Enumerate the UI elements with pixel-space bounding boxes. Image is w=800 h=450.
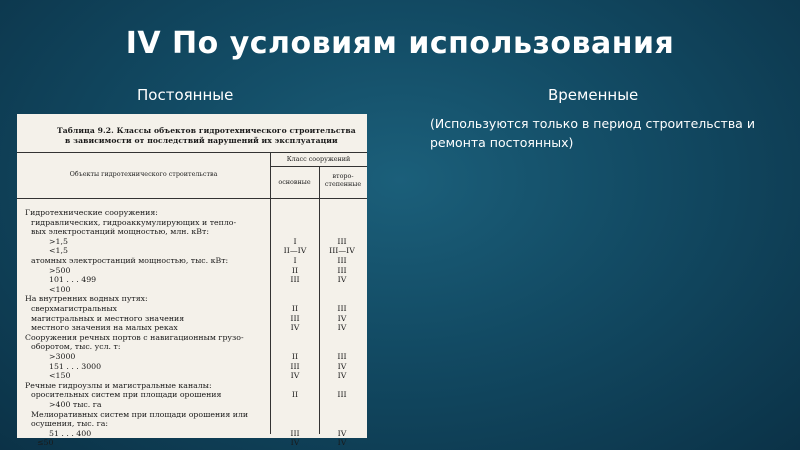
table-row bbox=[17, 227, 367, 237]
main-class-value: III bbox=[290, 275, 300, 285]
secondary-class-value: IV bbox=[337, 275, 347, 285]
table-row bbox=[17, 285, 367, 295]
row-label: Мелиоративных систем при площади орошения или bbox=[31, 409, 249, 419]
table-row bbox=[17, 429, 367, 439]
row-label: <1,5 bbox=[49, 246, 68, 256]
table-row bbox=[17, 362, 367, 372]
row-label: >1,5 bbox=[49, 236, 68, 246]
row-label: >3000 bbox=[49, 352, 76, 361]
main-class-value: II bbox=[291, 390, 299, 400]
temporary-heading: Временные bbox=[548, 86, 639, 104]
row-label: магистральных и местного значения bbox=[31, 313, 185, 323]
main-class-value: III bbox=[290, 313, 300, 323]
row-label: >500 bbox=[49, 265, 71, 275]
row-label: 101 . . . 499 bbox=[49, 275, 97, 285]
col-class-header: Класс сооружений bbox=[286, 155, 351, 163]
row-label: местного значения на малых реках bbox=[31, 323, 178, 333]
secondary-class-value: IV bbox=[337, 371, 347, 381]
table-row bbox=[17, 323, 367, 333]
secondary-class-value: III bbox=[337, 236, 347, 246]
col-main-header: основные bbox=[278, 178, 311, 186]
table-row bbox=[17, 294, 367, 304]
main-class-value: III bbox=[290, 428, 300, 438]
table-row bbox=[17, 314, 367, 324]
row-label: На внутренних водных путях: bbox=[25, 294, 148, 304]
main-class-value: III bbox=[290, 361, 300, 371]
table-row bbox=[17, 381, 367, 391]
permanent-heading: Постоянные bbox=[137, 86, 234, 104]
table-caption bbox=[17, 126, 367, 146]
row-label: 151 . . . 3000 bbox=[49, 361, 102, 371]
table-top-rule bbox=[17, 152, 367, 153]
secondary-class-value: IV bbox=[337, 428, 347, 438]
table-row bbox=[17, 333, 367, 343]
col-objects-header: Объекты гидротехнического строительства bbox=[69, 170, 218, 178]
table-row bbox=[17, 390, 367, 400]
row-label: сверхмагистральных bbox=[31, 304, 118, 313]
secondary-class-value: IV bbox=[337, 323, 347, 333]
table-row bbox=[17, 275, 367, 285]
main-class-value: IV bbox=[290, 438, 300, 448]
secondary-class-value: IV bbox=[337, 361, 347, 371]
row-label: ≤50 bbox=[37, 438, 54, 448]
header-bottom-rule bbox=[17, 198, 367, 199]
table-row bbox=[17, 438, 367, 448]
table-row bbox=[17, 246, 367, 256]
row-label: Речные гидроузлы и магистральные каналы: bbox=[25, 380, 212, 390]
row-label: <150 bbox=[49, 371, 71, 381]
table-row bbox=[17, 237, 367, 247]
row-label: Гидротехнические сооружения: bbox=[25, 208, 158, 217]
main-class-value: II bbox=[291, 265, 299, 275]
main-class-value: II bbox=[291, 352, 299, 361]
main-class-value: IV bbox=[290, 323, 300, 333]
row-label: вых электростанций мощностью, млн. кВт: bbox=[31, 227, 209, 237]
secondary-class-value: III bbox=[337, 390, 347, 400]
table-row bbox=[17, 218, 367, 228]
class-header-rule bbox=[270, 166, 367, 167]
table-row bbox=[17, 266, 367, 276]
slide-title: IV По условиям использования bbox=[125, 26, 675, 61]
row-label: атомных электростанций мощностью, тыс. кВт: bbox=[31, 256, 229, 265]
table-row bbox=[17, 371, 367, 381]
row-label: осушения, тыс. га: bbox=[31, 419, 108, 429]
main-class-value: I bbox=[293, 236, 297, 246]
table-row bbox=[17, 304, 367, 314]
row-label: гидравлических, гидроаккумулирующих и тепло- bbox=[31, 217, 237, 227]
secondary-class-value: IV bbox=[337, 438, 347, 448]
row-label: оборотом, тыс. усл. т: bbox=[31, 342, 121, 352]
caption-line-2: в зависимости от последствий нарушений их эксплуатации bbox=[65, 136, 338, 145]
table-row bbox=[17, 410, 367, 420]
secondary-class-value: III bbox=[337, 256, 347, 265]
secondary-class-value: III—IV bbox=[329, 246, 355, 256]
secondary-class-value: III bbox=[337, 265, 347, 275]
table-row bbox=[17, 342, 367, 352]
main-class-value: II—IV bbox=[283, 246, 307, 256]
hydro-classes-table-image bbox=[17, 114, 367, 448]
secondary-class-value: IV bbox=[337, 313, 347, 323]
table-row bbox=[17, 208, 367, 218]
main-class-value: I bbox=[293, 256, 297, 265]
row-label: Сооружения речных портов с навигационным грузо- bbox=[25, 332, 244, 342]
col-secondary-header: второ- степенные bbox=[324, 172, 362, 188]
main-class-value: IV bbox=[290, 371, 300, 381]
row-label: <100 bbox=[49, 284, 71, 294]
table-row bbox=[17, 352, 367, 362]
main-class-value: II bbox=[291, 304, 299, 313]
row-label: 51 . . . 400 bbox=[49, 428, 92, 438]
caption-line-1: Таблица 9.2. Классы объектов гидротехнического строительства bbox=[57, 126, 356, 135]
table-row bbox=[17, 419, 367, 429]
table-row bbox=[17, 256, 367, 266]
table-row bbox=[17, 400, 367, 410]
row-label: оросительных систем при площади орошения bbox=[31, 390, 222, 400]
row-label: >400 тыс. га bbox=[49, 400, 102, 409]
secondary-class-value: III bbox=[337, 352, 347, 361]
temporary-note: (Используются только в период строительства и ремонта постоянных) bbox=[430, 116, 755, 150]
secondary-class-value: III bbox=[337, 304, 347, 313]
